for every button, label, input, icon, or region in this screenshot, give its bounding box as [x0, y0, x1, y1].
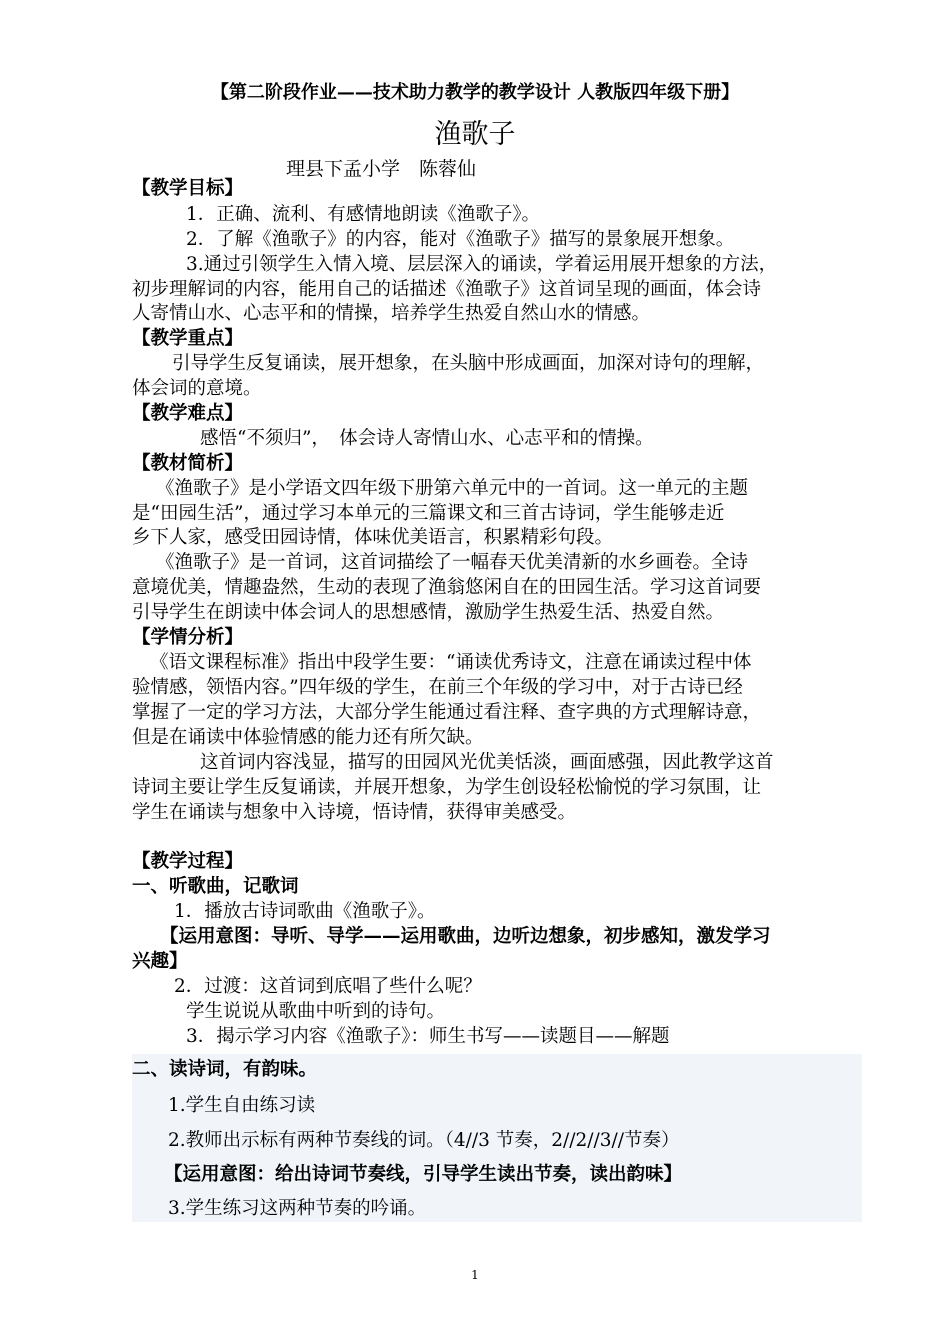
- learner-heading: 【学情分析】: [132, 627, 244, 648]
- page-number: 1: [471, 1268, 479, 1282]
- intent1-line2: 兴趣】: [132, 951, 188, 972]
- focus-line2: 体会词的意境。: [132, 378, 262, 399]
- material-p2-line3: 引导学生在朗读中体会词人的思想感情，激励学生热爱生活、热爱自然。: [132, 602, 725, 623]
- material-p2-line1: 《渔歌子》是一首词，这首词描绘了一幅春天优美清新的水乡画卷。全诗: [156, 552, 749, 573]
- step1-item3: 3．揭示学习内容《渔歌子》：师生书写——读题目——解题: [186, 1026, 670, 1047]
- process-heading: 【教学过程】: [132, 851, 244, 872]
- page-title: 渔歌子: [434, 119, 516, 150]
- author-line: 理县下孟小学 陈蓉仙: [286, 158, 477, 180]
- step1-item2b: 学生说说从歌曲中听到的诗句。: [186, 1001, 446, 1022]
- goal-3-line1: 3.通过引领学生入情入境、层层深入的诵读，学着运用展开想象的方法，: [186, 254, 778, 275]
- step1-item1: 1．播放古诗词歌曲《渔歌子》。: [174, 901, 436, 922]
- intent2: 【运用意图：给出诗词节奏线，引导学生读出节奏，读出韵味】: [164, 1164, 683, 1185]
- material-p1-line3: 乡下人家，感受田园诗情，体味优美语言，积累精彩句段。: [132, 527, 614, 548]
- goal-2: 2．了解《渔歌子》的内容，能对《渔歌子》描写的景象展开想象。: [186, 229, 735, 250]
- step2-item3: 3.学生练习这两种节奏的吟诵。: [168, 1198, 427, 1219]
- learner-p1-line4: 但是在诵读中体验情感的能力还有所欠缺。: [132, 727, 484, 748]
- difficulty-heading: 【教学难点】: [132, 403, 244, 424]
- difficulty-text: 感悟“不须归”， 体会诗人寄情山水、心志平和的情操。: [200, 428, 654, 449]
- step1-heading: 一、听歌曲，记歌词: [132, 876, 299, 897]
- learner-p1-line1: 《语文课程标准》指出中段学生要：“诵读优秀诗文，注意在诵读过程中体: [150, 652, 752, 673]
- material-heading: 【教材简析】: [132, 453, 244, 474]
- goal-3-line2: 初步理解词的内容，能用自己的话描述《渔歌子》这首词呈现的画面，体会诗: [132, 279, 762, 300]
- learner-p2-line3: 学生在诵读与想象中入诗境，悟诗情，获得审美感受。: [132, 802, 577, 823]
- learner-p2-line1: 这首词内容浅显，描写的田园风光优美恬淡，画面感强，因此教学这首: [200, 752, 774, 773]
- focus-heading: 【教学重点】: [132, 328, 244, 349]
- step2-item2: 2.教师出示标有两种节奏线的词。（4//3 节奏，2//2//3//节奏）: [168, 1130, 680, 1151]
- step2-item1: 1.学生自由练习读: [168, 1095, 316, 1116]
- step1-item2: 2．过渡：这首词到底唱了些什么呢？: [174, 976, 482, 997]
- goal-1: 1．正确、流利、有感情地朗读《渔歌子》。: [186, 204, 541, 225]
- material-p1-line1: 《渔歌子》是小学语文四年级下册第六单元中的一首词。这一单元的主题: [156, 478, 749, 499]
- learner-p2-line2: 诗词主要让学生反复诵读，并展开想象，为学生创设轻松愉悦的学习氛围，让: [132, 777, 762, 798]
- learner-p1-line2: 验情感，领悟内容。”四年级的学生，在前三个年级的学习中，对于古诗已经: [132, 677, 743, 698]
- assignment-header: 【第二阶段作业——技术助力教学的教学设计 人教版四年级下册】: [210, 82, 740, 103]
- intent1-line1: 【运用意图：导听、导学——运用歌曲，边听边想象，初步感知，激发学习: [160, 926, 771, 947]
- step2-heading: 二、读诗词，有韵味。: [132, 1059, 318, 1080]
- focus-line1: 引导学生反复诵读，展开想象，在头脑中形成画面，加深对诗句的理解，: [172, 353, 765, 374]
- goals-heading: 【教学目标】: [132, 178, 244, 199]
- learner-p1-line3: 掌握了一定的学习方法，大部分学生能通过看注释、查字典的方式理解诗意，: [132, 702, 762, 723]
- goal-3-line3: 人寄情山水、心志平和的情操，培养学生热爱自然山水的情感。: [132, 303, 651, 324]
- material-p1-line2: 是“田园生活”，通过学习本单元的三篇课文和三首古诗词，学生能够走近: [132, 503, 725, 524]
- material-p2-line2: 意境优美，情趣盎然，生动的表现了渔翁悠闲自在的田园生活。学习这首词要: [132, 577, 762, 598]
